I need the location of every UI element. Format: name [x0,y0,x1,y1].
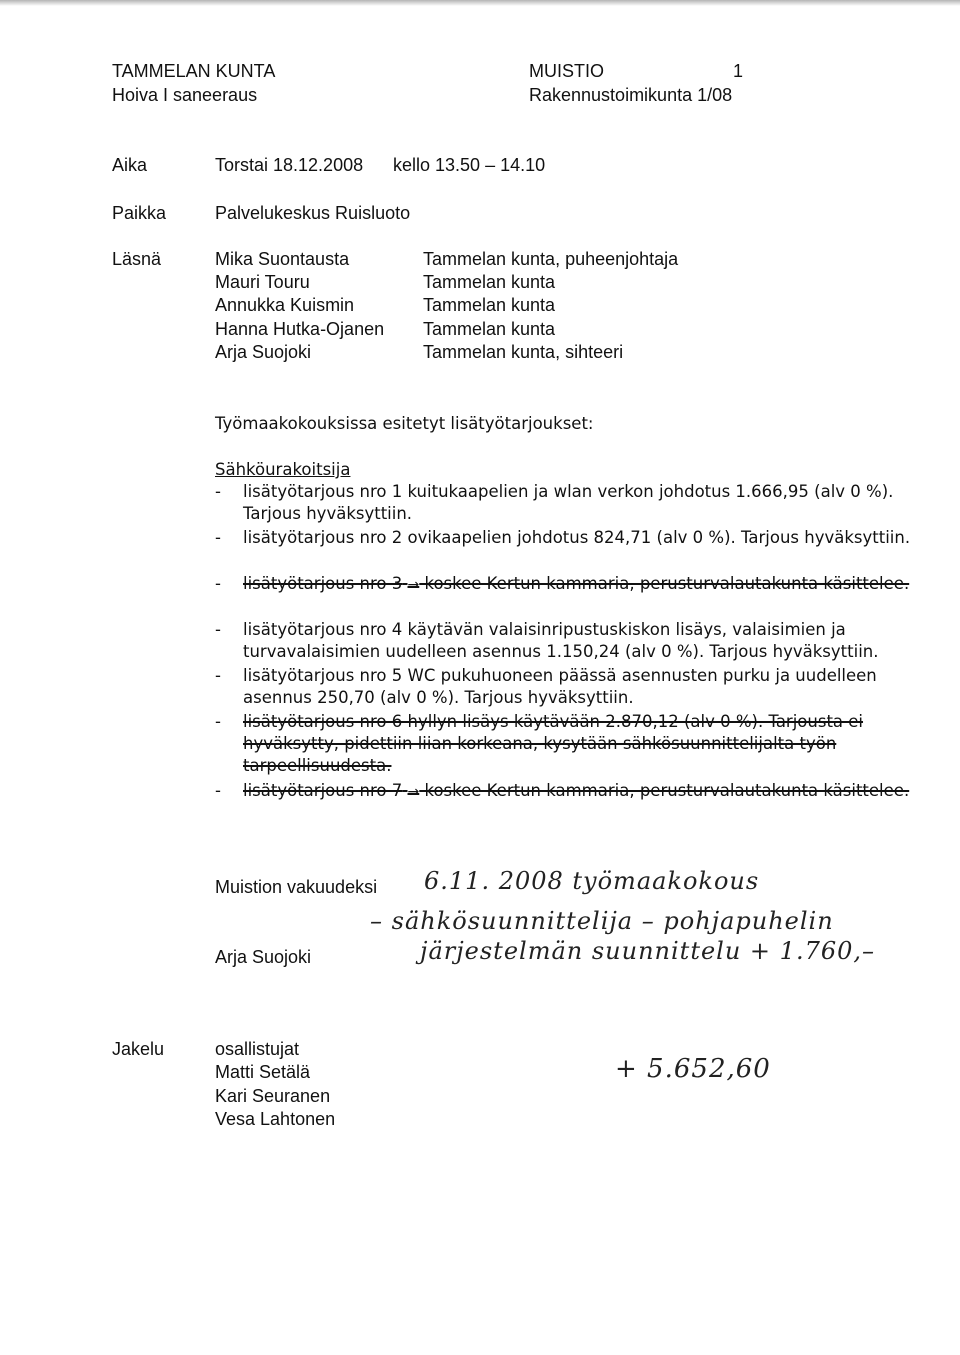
attendee-name: Annukka Kuismin [215,295,355,315]
list-item-text: lisätyötarjous nro 2 ovikaapelien johdotus 824,71 (alv 0 %). Tarjous hyväksyttiin. [243,528,911,547]
attendee-name: Arja Suojoki [215,342,312,362]
list-bullet: - [215,666,221,685]
attendee-name: Mika Suontausta [215,249,350,269]
body-intro: Työmaakokouksissa esitetyt lisätyötarjoukset: [215,414,594,433]
handwritten-note-line3: järjestelmän suunnittelu + 1.760,– [420,937,876,965]
handwritten-note-line2: – sähkösuunnittelija – pohjapuhelin [370,907,834,935]
list-bullet: - [215,574,221,593]
list-item-text: lisätyötarjous nro 1 kuitukaapelien ja wlan verkon johdotus 1.666,95 (alv 0 %). Tarjous hyväksyttiin. [243,482,894,523]
handwritten-note-date: 6.11. 2008 työmaakokous [424,867,760,895]
section-title: Sähköurakoitsija [215,460,351,479]
arrow-icon: → [407,784,420,800]
list-bullet: - [215,620,221,639]
attendee-name: Mauri Touru [215,272,310,292]
scan-edge [0,0,960,6]
attendee-role: Tammelan kunta [423,272,556,292]
recipient: osallistujat [215,1039,300,1059]
meeting-name: Rakennustoimikunta 1/08 [529,85,733,105]
distribution-label: Jakelu [112,1039,165,1059]
handwritten-total: + 5.652,60 [615,1054,771,1084]
recipient: Kari Seuranen [215,1086,331,1106]
list-item [215,665,915,709]
document-type: MUISTIO [529,61,604,81]
list-item-struck [215,573,915,617]
time-clock: kello 13.50 – 14.10 [393,155,546,175]
place-label: Paikka [112,203,167,223]
page-number: 1 [733,61,744,81]
list-bullet: - [215,781,221,800]
list-item-text-struck [243,573,913,596]
list-item-text: lisätyötarjous nro 5 WC pukuhuoneen päässä asennusten purku ja uudelleen asennus 250,70 (alv 0 %). Tarjous hyväksyttiin. [243,666,877,707]
time-label: Aika [112,155,148,175]
confirmation-label: Muistion vakuudeksi [215,877,378,897]
list-item-text: lisätyötarjous nro 4 käytävän valaisinripustuskiskon lisäys, valaisimien ja turvavalaisimien uudelleen asennus 1.150,24 (alv 0 %). Tarjous hyväksyttiin. [243,620,879,661]
recipient: Matti Setälä [215,1062,311,1082]
list-item-text-struck: lisätyötarjous nro 6 hyllyn lisäys käytävään 2.870,12 (alv 0 %). Tarjousta ei hyväksytty, pidettiin liian korkeana, kysytään sähkösuunnittelijalta työn tarpeellisuudesta. [243,712,864,775]
time-value: Torstai 18.12.2008 [215,155,364,175]
list-item-struck [215,711,915,777]
place-value: Palvelukeskus Ruisluoto [215,203,411,223]
list-item [215,527,915,571]
list-item-struck [215,780,915,824]
list-bullet: - [215,712,221,731]
attendee-role: Tammelan kunta [423,295,556,315]
attendee-role: Tammelan kunta, sihteeri [423,342,624,362]
struck-text-b: koskee Kertun kammaria, perusturvalautakunta käsittelee. [424,574,910,593]
attendee-role: Tammelan kunta [423,319,556,339]
organization-name: TAMMELAN KUNTA [112,61,276,81]
secretary-name: Arja Suojoki [215,947,312,967]
present-label: Läsnä [112,249,162,269]
project-name: Hoiva I saneeraus [112,85,258,105]
attendee-role: Tammelan kunta, puheenjohtaja [423,249,679,269]
list-bullet: - [215,528,221,547]
list-bullet: - [215,482,221,501]
struck-text-a: lisätyötarjous nro 3 [243,574,403,593]
struck-text-a: lisätyötarjous nro 7 [243,781,403,800]
list-item-text-struck [243,780,913,803]
arrow-icon: → [407,577,420,593]
recipient: Vesa Lahtonen [215,1109,336,1129]
attendee-name: Hanna Hutka-Ojanen [215,319,385,339]
list-item [215,481,915,525]
struck-text-b: koskee Kertun kammaria, perusturvalautakunta käsittelee. [424,781,910,800]
